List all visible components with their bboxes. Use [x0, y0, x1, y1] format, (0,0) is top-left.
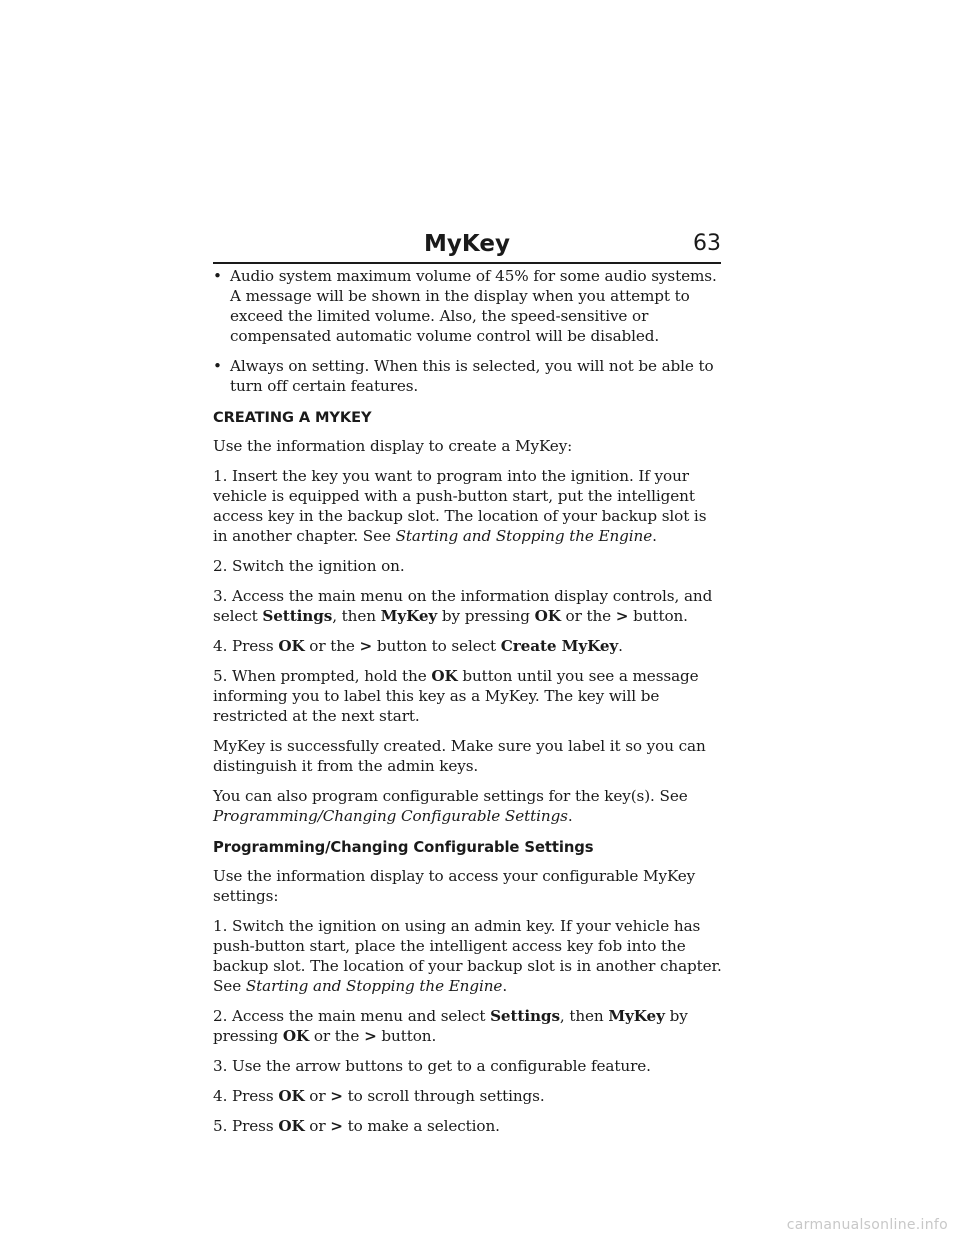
section-intro: Use the information display to create a MyKey:: [213, 437, 573, 455]
page-header: [213, 226, 721, 262]
bullet-text: Audio system maximum volume of 45% for some audio systems. A message will be shown in the display when you attempt to exceed the limited volume. Also, the speed-sensitive or compensated automatic volume control will be disabled.: [230, 267, 717, 345]
step-2: 2. Access the main menu and select Settings, then MyKey by pressing OK or the > button.: [213, 1007, 688, 1045]
arrow-right-icon: >: [359, 637, 373, 655]
menu-term-mykey: MyKey: [380, 607, 438, 625]
step-4: 4. Press OK or the > button to select Create MyKey.: [213, 637, 623, 655]
button-term-ok: OK: [431, 667, 458, 685]
watermark: carmanualsonline.info: [786, 1217, 948, 1233]
cross-reference-link[interactable]: Starting and Stopping the Engine: [245, 977, 503, 995]
page-number: 63: [693, 231, 721, 256]
chapter-title: MyKey: [424, 231, 510, 257]
menu-term-mykey: MyKey: [608, 1007, 665, 1025]
arrow-right-icon: >: [364, 1027, 377, 1045]
menu-term-create-mykey: Create MyKey: [500, 637, 619, 655]
bullet-item: [213, 356, 723, 396]
section-heading-creating-mykey: CREATING A MYKEY: [213, 409, 372, 426]
menu-term-settings: Settings: [262, 607, 333, 625]
step-3: 3. Use the arrow buttons to get to a configurable feature.: [213, 1057, 651, 1075]
step-1: 1. Insert the key you want to program into the ignition. If your vehicle is equipped with a push-button start, put the intelligent access key in the backup slot. The location of your backup slot is in another chapter. See Starting and Stopping the Engine.: [213, 467, 707, 545]
button-term-ok: OK: [278, 1087, 305, 1105]
success-note: MyKey is successfully created. Make sure you label it so you can distinguish it from the admin keys.: [213, 737, 706, 775]
step-3: 3. Access the main menu on the information display controls, and select Settings, then MyKey by pressing OK or the > button.: [213, 587, 713, 625]
section-intro: Use the information display to access your configurable MyKey settings:: [213, 867, 696, 905]
bullet-text: Always on setting. When this is selected, you will not be able to turn off certain features.: [230, 357, 714, 395]
step-5: 5. Press OK or > to make a selection.: [213, 1117, 500, 1135]
bullet-icon: •: [213, 267, 222, 285]
button-term-ok: OK: [278, 637, 305, 655]
cross-reference-link[interactable]: Programming/Changing Configurable Settings: [213, 807, 568, 825]
button-term-ok: OK: [282, 1027, 310, 1045]
step-5: 5. When prompted, hold the OK button until you see a message informing you to label this key as a MyKey. The key will be restricted at the next start.: [213, 667, 699, 725]
bullet-item: [213, 266, 723, 346]
section-heading-configurable-settings: Programming/Changing Configurable Settings: [213, 839, 594, 856]
step-1: 1. Switch the ignition on using an admin key. If your vehicle has push-button start, place the intelligent access key fob into the backup slot. The location of your backup slot is in another chapter. See Starting and Stopping the Engine.: [213, 917, 722, 995]
step-2: 2. Switch the ignition on.: [213, 557, 405, 575]
also-note: You can also program configurable settings for the key(s). See Programming/Changing Configurable Settings.: [213, 787, 688, 825]
arrow-right-icon: >: [330, 1117, 343, 1135]
arrow-right-icon: >: [615, 607, 629, 625]
arrow-right-icon: >: [330, 1087, 343, 1105]
button-term-ok: OK: [534, 607, 561, 625]
button-term-ok: OK: [278, 1117, 305, 1135]
cross-reference-link[interactable]: Starting and Stopping the Engine: [395, 527, 653, 545]
page-content: [213, 266, 723, 1146]
header-divider: [213, 262, 721, 264]
step-4: 4. Press OK or > to scroll through settings.: [213, 1087, 545, 1105]
bullet-icon: •: [213, 357, 222, 375]
menu-term-settings: Settings: [490, 1007, 560, 1025]
